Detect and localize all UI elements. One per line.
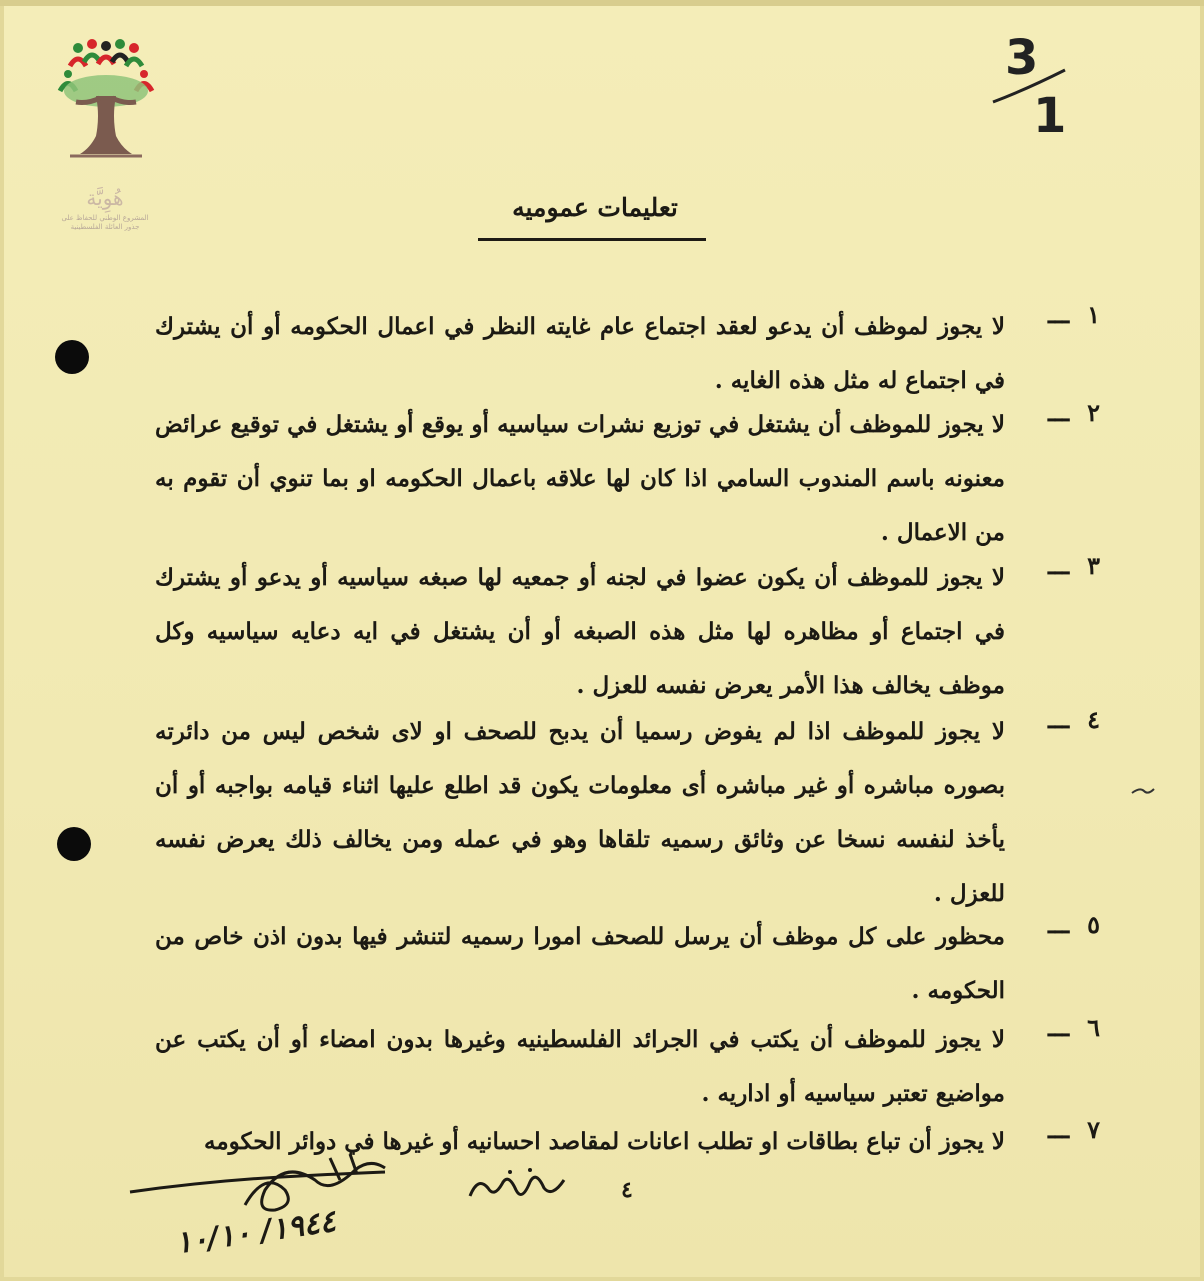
instruction-item	[140, 551, 1100, 711]
item-number: ٣ـــ	[1048, 551, 1100, 580]
scan-top-edge	[0, 0, 1204, 6]
logo-brand-text: هُوِيَّة	[86, 186, 124, 210]
instruction-item	[140, 910, 1100, 1020]
item-text: لا يجوز لموظف أن يدعو لعقد اجتماع عام غايته النظر في اعمال الحكومه أو أن يشترك في اجتماع له مثل هذه الغايه .	[155, 313, 1005, 394]
item-number: ٦ـــ	[1048, 1013, 1100, 1042]
instruction-item	[140, 398, 1100, 558]
item-number: ٤ـــ	[1048, 705, 1100, 734]
page-number-denominator: 1	[1033, 88, 1067, 144]
handwritten-initials	[460, 1158, 580, 1208]
item-text: لا يجوز للموظف أن يكون عضوا في لجنه أو جمعيه لها صبغه سياسيه أو يدعو أو يشترك في اجتماع أو مظاهره لها مثل هذه الصبغه أو أن يشتغل في ايه دعايه سياسيه وكل موظف يخالف هذا الأمر يعرض نفسه للعزل .	[155, 564, 1005, 699]
logo-tagline: المشروع الوطني للحفاظ على جذور العائلة الفلسطينية	[61, 214, 149, 231]
huwiyya-logo	[40, 36, 170, 236]
document-title: تعليمات عموميه	[512, 193, 678, 222]
instruction-item	[140, 705, 1100, 920]
signature-date: ١٩٤٤/ ١٠/١٠	[173, 1203, 338, 1262]
item-number: ٢ـــ	[1048, 398, 1100, 427]
item-text: لا يجوز للموظف أن يشتغل في توزيع نشرات سياسيه أو يوقع أو يشتغل في توقيع عرائض معنونه باسم المندوب السامي اذا كان لها علاقه باعمال الحكومه او بما تنوي أن تقوم به من الاعمال .	[155, 411, 1005, 546]
item-text: لا يجوز للموظف أن يكتب في الجرائد الفلسطينيه وغيرها بدون امضاء أو أن يكتب عن مواضيع تعتبر سياسيه أو اداريه .	[155, 1026, 1005, 1107]
item-text: لا يجوز للموظف اذا لم يفوض رسميا أن يدبح للصحف او لاى شخص ليس من دائرته بصوره مباشره أو غير مباشره أى معلومات يكون قد اطلع عليها اثناء قيامه بواجبه أو أن يأخذ لنفسه نسخا عن وثائق رسميه تلقاها وهو في عمله ومن يخالف ذلك يعرض نفسه للعزل .	[155, 718, 1005, 907]
page-number	[985, 30, 1075, 144]
item-text: محظور على كل موظف أن يرسل للصحف امورا رسميه لتنشر فيها بدون اذن خاص من الحكومه .	[155, 923, 1005, 1004]
item-number: ٥ـــ	[1048, 910, 1100, 939]
instruction-item	[140, 1013, 1100, 1123]
page-number-numerator: 3	[1005, 30, 1039, 86]
title-underline	[478, 238, 706, 241]
margin-pen-mark	[1130, 783, 1156, 801]
item-number: ١ـــ	[1048, 300, 1100, 329]
instruction-item	[140, 300, 1100, 410]
punch-hole	[55, 340, 89, 374]
item-number: ٧ـــ	[1048, 1115, 1100, 1144]
family-tree-icon	[40, 36, 170, 186]
punch-hole	[57, 827, 91, 861]
item-text: لا يجوز أن تباع بطاقات او تطلب اعانات لمقاصد احسانيه أو غيرها في دوائر الحكومه	[203, 1128, 1005, 1155]
footer-number: ٤	[621, 1177, 633, 1203]
